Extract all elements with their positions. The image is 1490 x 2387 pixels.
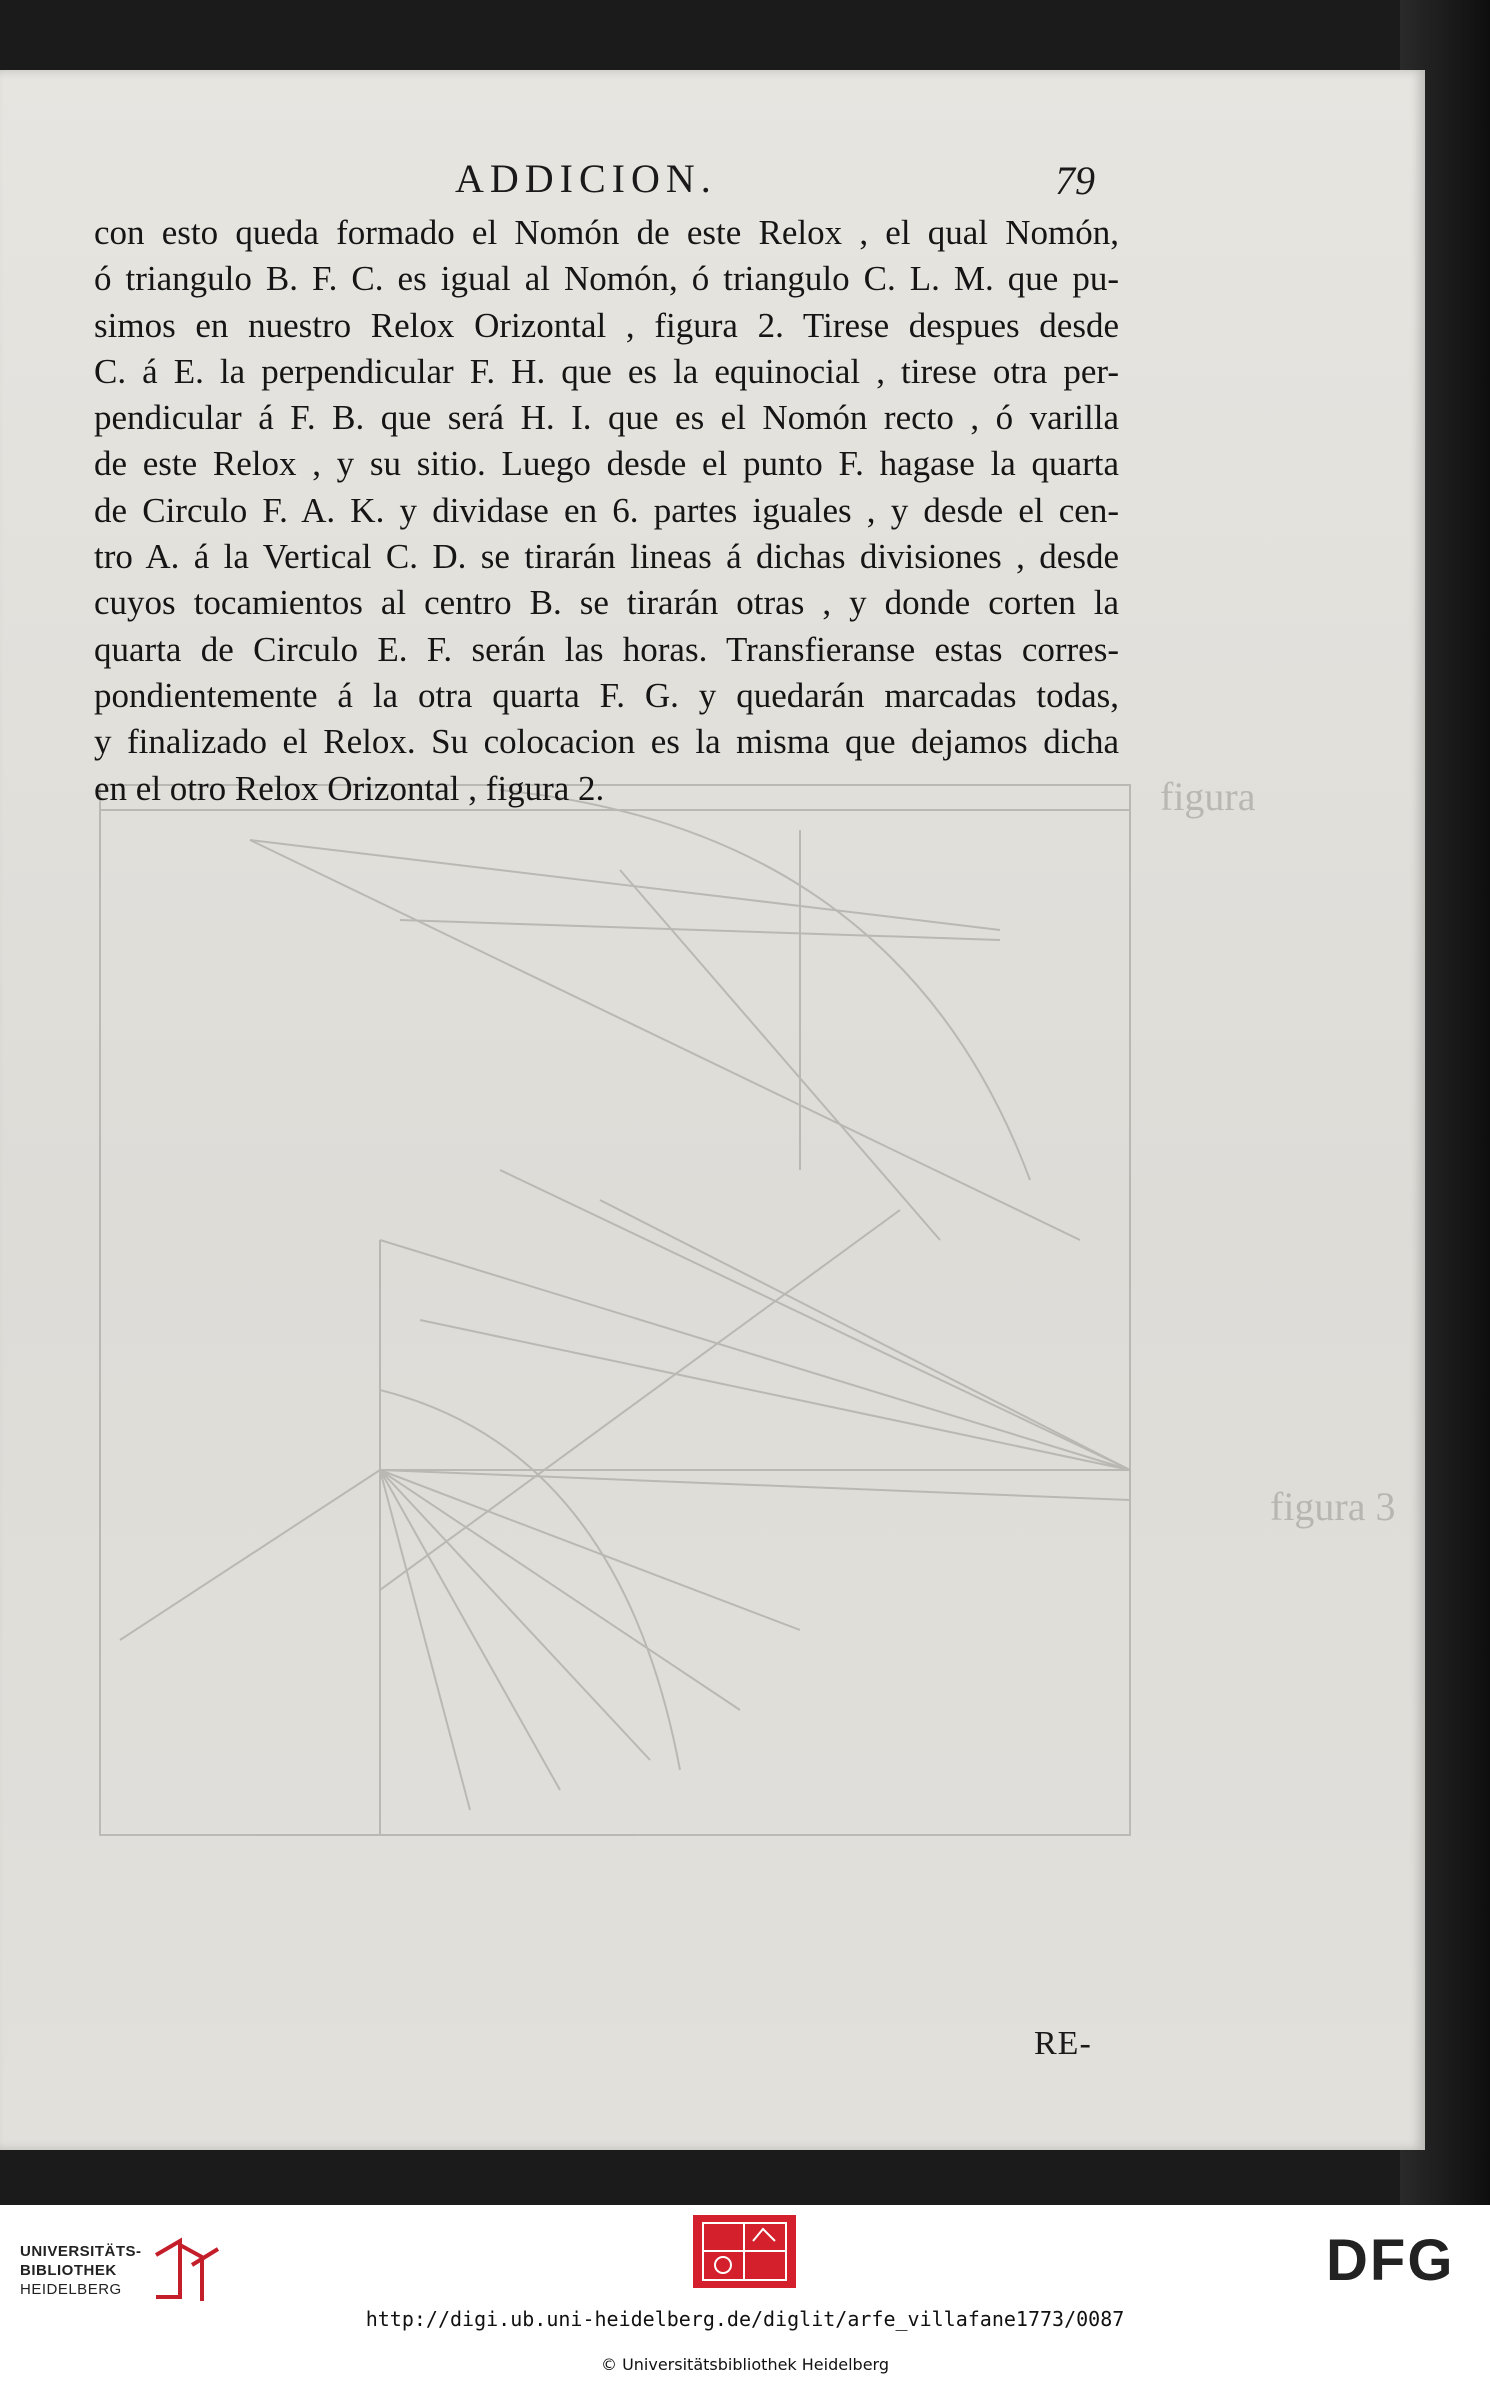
body-text bbox=[94, 210, 1119, 812]
page-header bbox=[0, 155, 1425, 215]
running-title: ADDICION. bbox=[455, 156, 717, 201]
library-name-line1: UNIVERSITÄTS- bbox=[20, 2243, 142, 2260]
text-line: C. á E. la perpendicular F. H. que es la equinocial , tirese otra per- bbox=[94, 351, 1119, 391]
text-line: de Circulo F. A. K. y dividase en 6. partes iguales , y desde el cen- bbox=[94, 490, 1119, 530]
text-line: pondientemente á la otra quarta F. G. y quedarán marcadas todas, bbox=[94, 675, 1119, 715]
svg-text:figura 3: figura 3 bbox=[1270, 1484, 1396, 1529]
text-line: cuyos tocamientos al centro B. se tirarán otras , y donde corten la bbox=[94, 583, 1119, 623]
text-line: en el otro Relox Orizontal , figura 2. bbox=[94, 768, 605, 808]
text-line: tro A. á la Vertical C. D. se tirarán lineas á dichas divisiones , desde bbox=[94, 537, 1119, 577]
paper-page bbox=[0, 70, 1425, 2150]
page-number: 79 bbox=[1055, 158, 1095, 203]
library-name-line2: BIBLIOTHEK bbox=[20, 2262, 117, 2279]
svg-text:figura: figura bbox=[1160, 774, 1256, 819]
text-line: pendicular á F. B. que será H. I. que es el Nomón recto , ó varilla bbox=[94, 398, 1119, 438]
text-line: quarta de Circulo E. F. serán las horas. Transfieranse estas corres- bbox=[94, 629, 1119, 669]
copyright-notice: © Universitätsbibliothek Heidelberg bbox=[600, 2355, 889, 2374]
footer-bar bbox=[0, 2205, 1490, 2387]
text-line: con esto queda formado el Nomón de este Relox , el qual Nomón, bbox=[94, 213, 1119, 252]
episteme-logo-icon[interactable] bbox=[693, 2215, 796, 2288]
library-logo[interactable] bbox=[20, 2223, 220, 2303]
dfg-logo[interactable]: DFG bbox=[1326, 2228, 1455, 2293]
text-line: simos en nuestro Relox Orizontal , figura 2. Tirese despues desde bbox=[94, 305, 1119, 345]
text-line: y finalizado el Relox. Su colocacion es la misma que dejamos dicha bbox=[94, 722, 1119, 762]
library-name-line3: HEIDELBERG bbox=[20, 2281, 122, 2298]
text-line: ó triangulo B. F. C. es igual al Nomón, ó triangulo C. L. M. que pu- bbox=[94, 259, 1119, 299]
source-url-link[interactable]: http://digi.ub.uni-heidelberg.de/diglit/arfe_villafane1773/0087 bbox=[365, 2307, 1125, 2331]
text-line: de este Relox , y su sitio. Luego desde el punto F. hagase la quarta bbox=[94, 444, 1119, 484]
catchword: RE- bbox=[1034, 2025, 1092, 2062]
library-mark-icon bbox=[150, 2235, 226, 2305]
